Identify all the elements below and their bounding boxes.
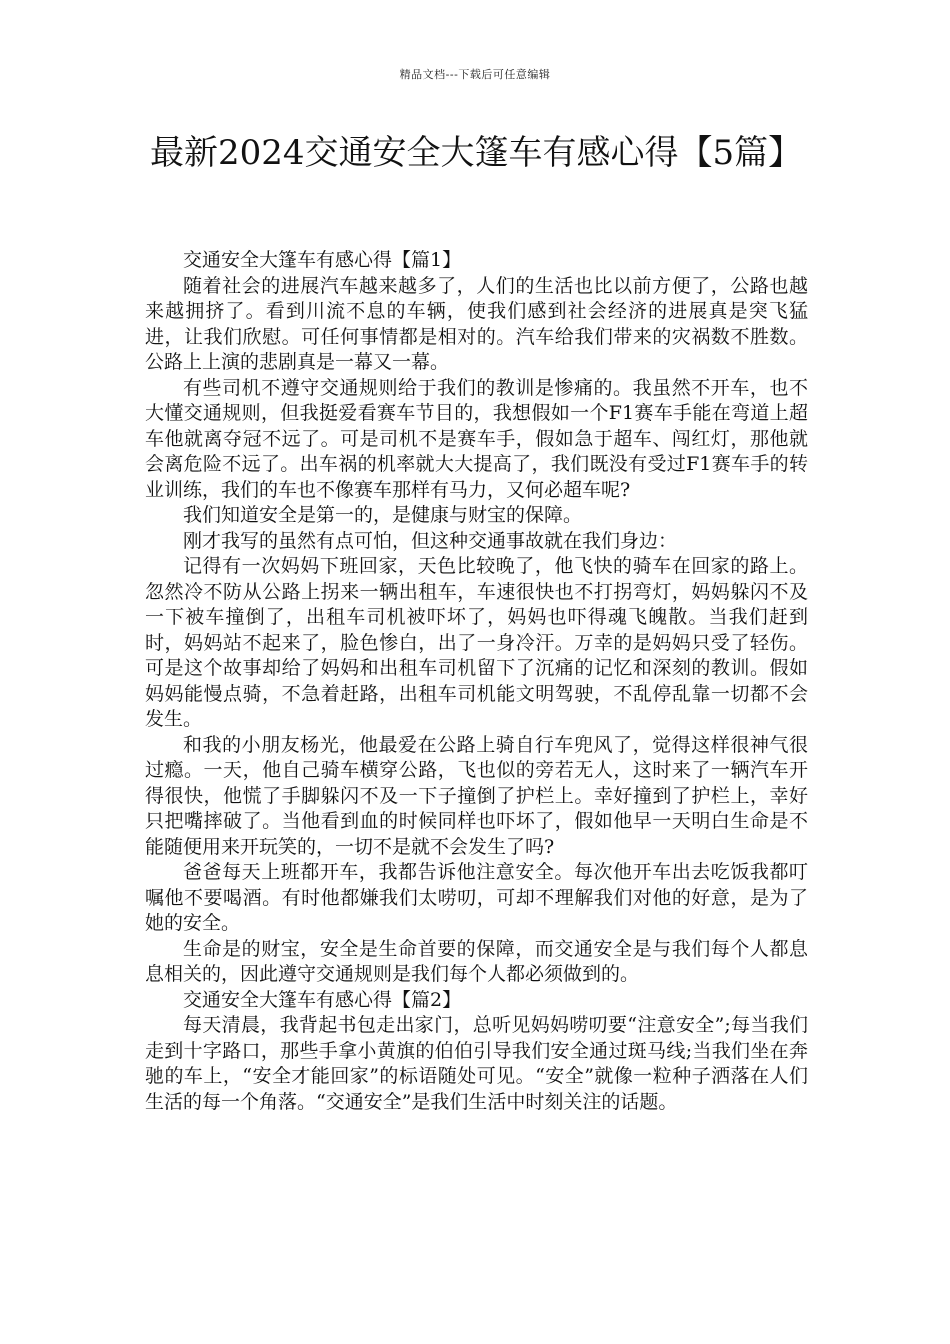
page-header: 精品文档---下载后可任意编辑 bbox=[399, 68, 551, 81]
paragraph: 记得有一次妈妈下班回家，天色比较晚了，他飞快的骑车在回家的路上。忽然冷不防从公路上拐来一辆出租车，车速很快也不打拐弯灯，妈妈躲闪不及一下被车撞倒了，出租车司机被吓坏了，妈妈也吓得魂飞魄散。当我们赶到时，妈妈站不起来了，脸色惨白，出了一身冷汗。万幸的是妈妈只受了轻伤。可是这个故事却给了妈妈和出租车司机留下了沉痛的记忆和深刻的教训。假如妈妈能慢点骑，不急着赶路，出租车司机能文明驾驶，不乱停乱靠一切都不会发生。 bbox=[145, 555, 808, 730]
paragraph: 刚才我写的虽然有点可怕，但这种交通事故就在我们身边： bbox=[183, 529, 678, 552]
paragraph: 生命是的财宝，安全是生命首要的保障，而交通安全是与我们每个人都息息相关的，因此遵守交通规则是我们每个人都必须做到的。 bbox=[145, 937, 808, 985]
paragraph: 每天清晨，我背起书包走出家门，总听见妈妈唠叨要“注意安全”;每当我们走到十字路口，那些手拿小黄旗的伯伯引导我们安全通过斑马线;当我们坐在奔驰的车上，“安全才能回家”的标语随处可见。“安全”就像一粒种子洒落在人们生活的每一个角落。“交通安全”是我们生活中时刻关注的话题。 bbox=[145, 1014, 808, 1113]
paragraph: 随着社会的进展汽车越来越多了，人们的生活也比以前方便了，公路也越来越拥挤了。看到川流不息的车辆，使我们感到社会经济的进展真是突飞猛进，让我们欣慰。可任何事情都是相对的。汽车给我们带来的灾祸数不胜数。公路上上演的悲剧真是一幕又一幕。 bbox=[145, 274, 808, 373]
paragraph: 和我的小朋友杨光，他最爱在公路上骑自行车兜风了，觉得这样很神气很过瘾。一天，他自己骑车横穿公路，飞也似的旁若无人，这时来了一辆汽车开得很快，他慌了手脚躲闪不及一下子撞倒了护栏上。幸好撞到了护栏上，幸好只把嘴摔破了。当他看到血的时候同样也吓坏了，假如他早一天明白生命是不能随便用来开玩笑的，一切不是就不会发生了吗? bbox=[145, 733, 808, 858]
paragraph: 爸爸每天上班都开车，我都告诉他注意安全。每次他开车出去吃饭我都叮嘱他不要喝酒。有时他都嫌我们太唠叨，可却不理解我们对他的好意，是为了她的安全。 bbox=[145, 861, 808, 934]
paragraph: 有些司机不遵守交通规则给于我们的教训是惨痛的。我虽然不开车，也不大懂交通规则，但我挺爱看赛车节目的，我想假如一个F1赛车手能在弯道上超车他就离夺冠不远了。可是司机不是赛车手，假如急于超车、闯红灯，那他就会离危险不远了。出车祸的机率就大大提高了，我们既没有受过F1赛车手的转业训练，我们的车也不像赛车那样有马力，又何必超车呢? bbox=[145, 376, 808, 501]
section-heading: 交通安全大篷车有感心得【篇1】 bbox=[183, 249, 462, 271]
document-body bbox=[145, 248, 808, 1115]
paragraph: 我们知道安全是第一的，是健康与财宝的保障。 bbox=[183, 504, 583, 526]
document-title: 最新2024交通安全大篷车有感心得【5篇】 bbox=[150, 133, 803, 173]
section-heading: 交通安全大篷车有感心得【篇2】 bbox=[183, 988, 462, 1011]
